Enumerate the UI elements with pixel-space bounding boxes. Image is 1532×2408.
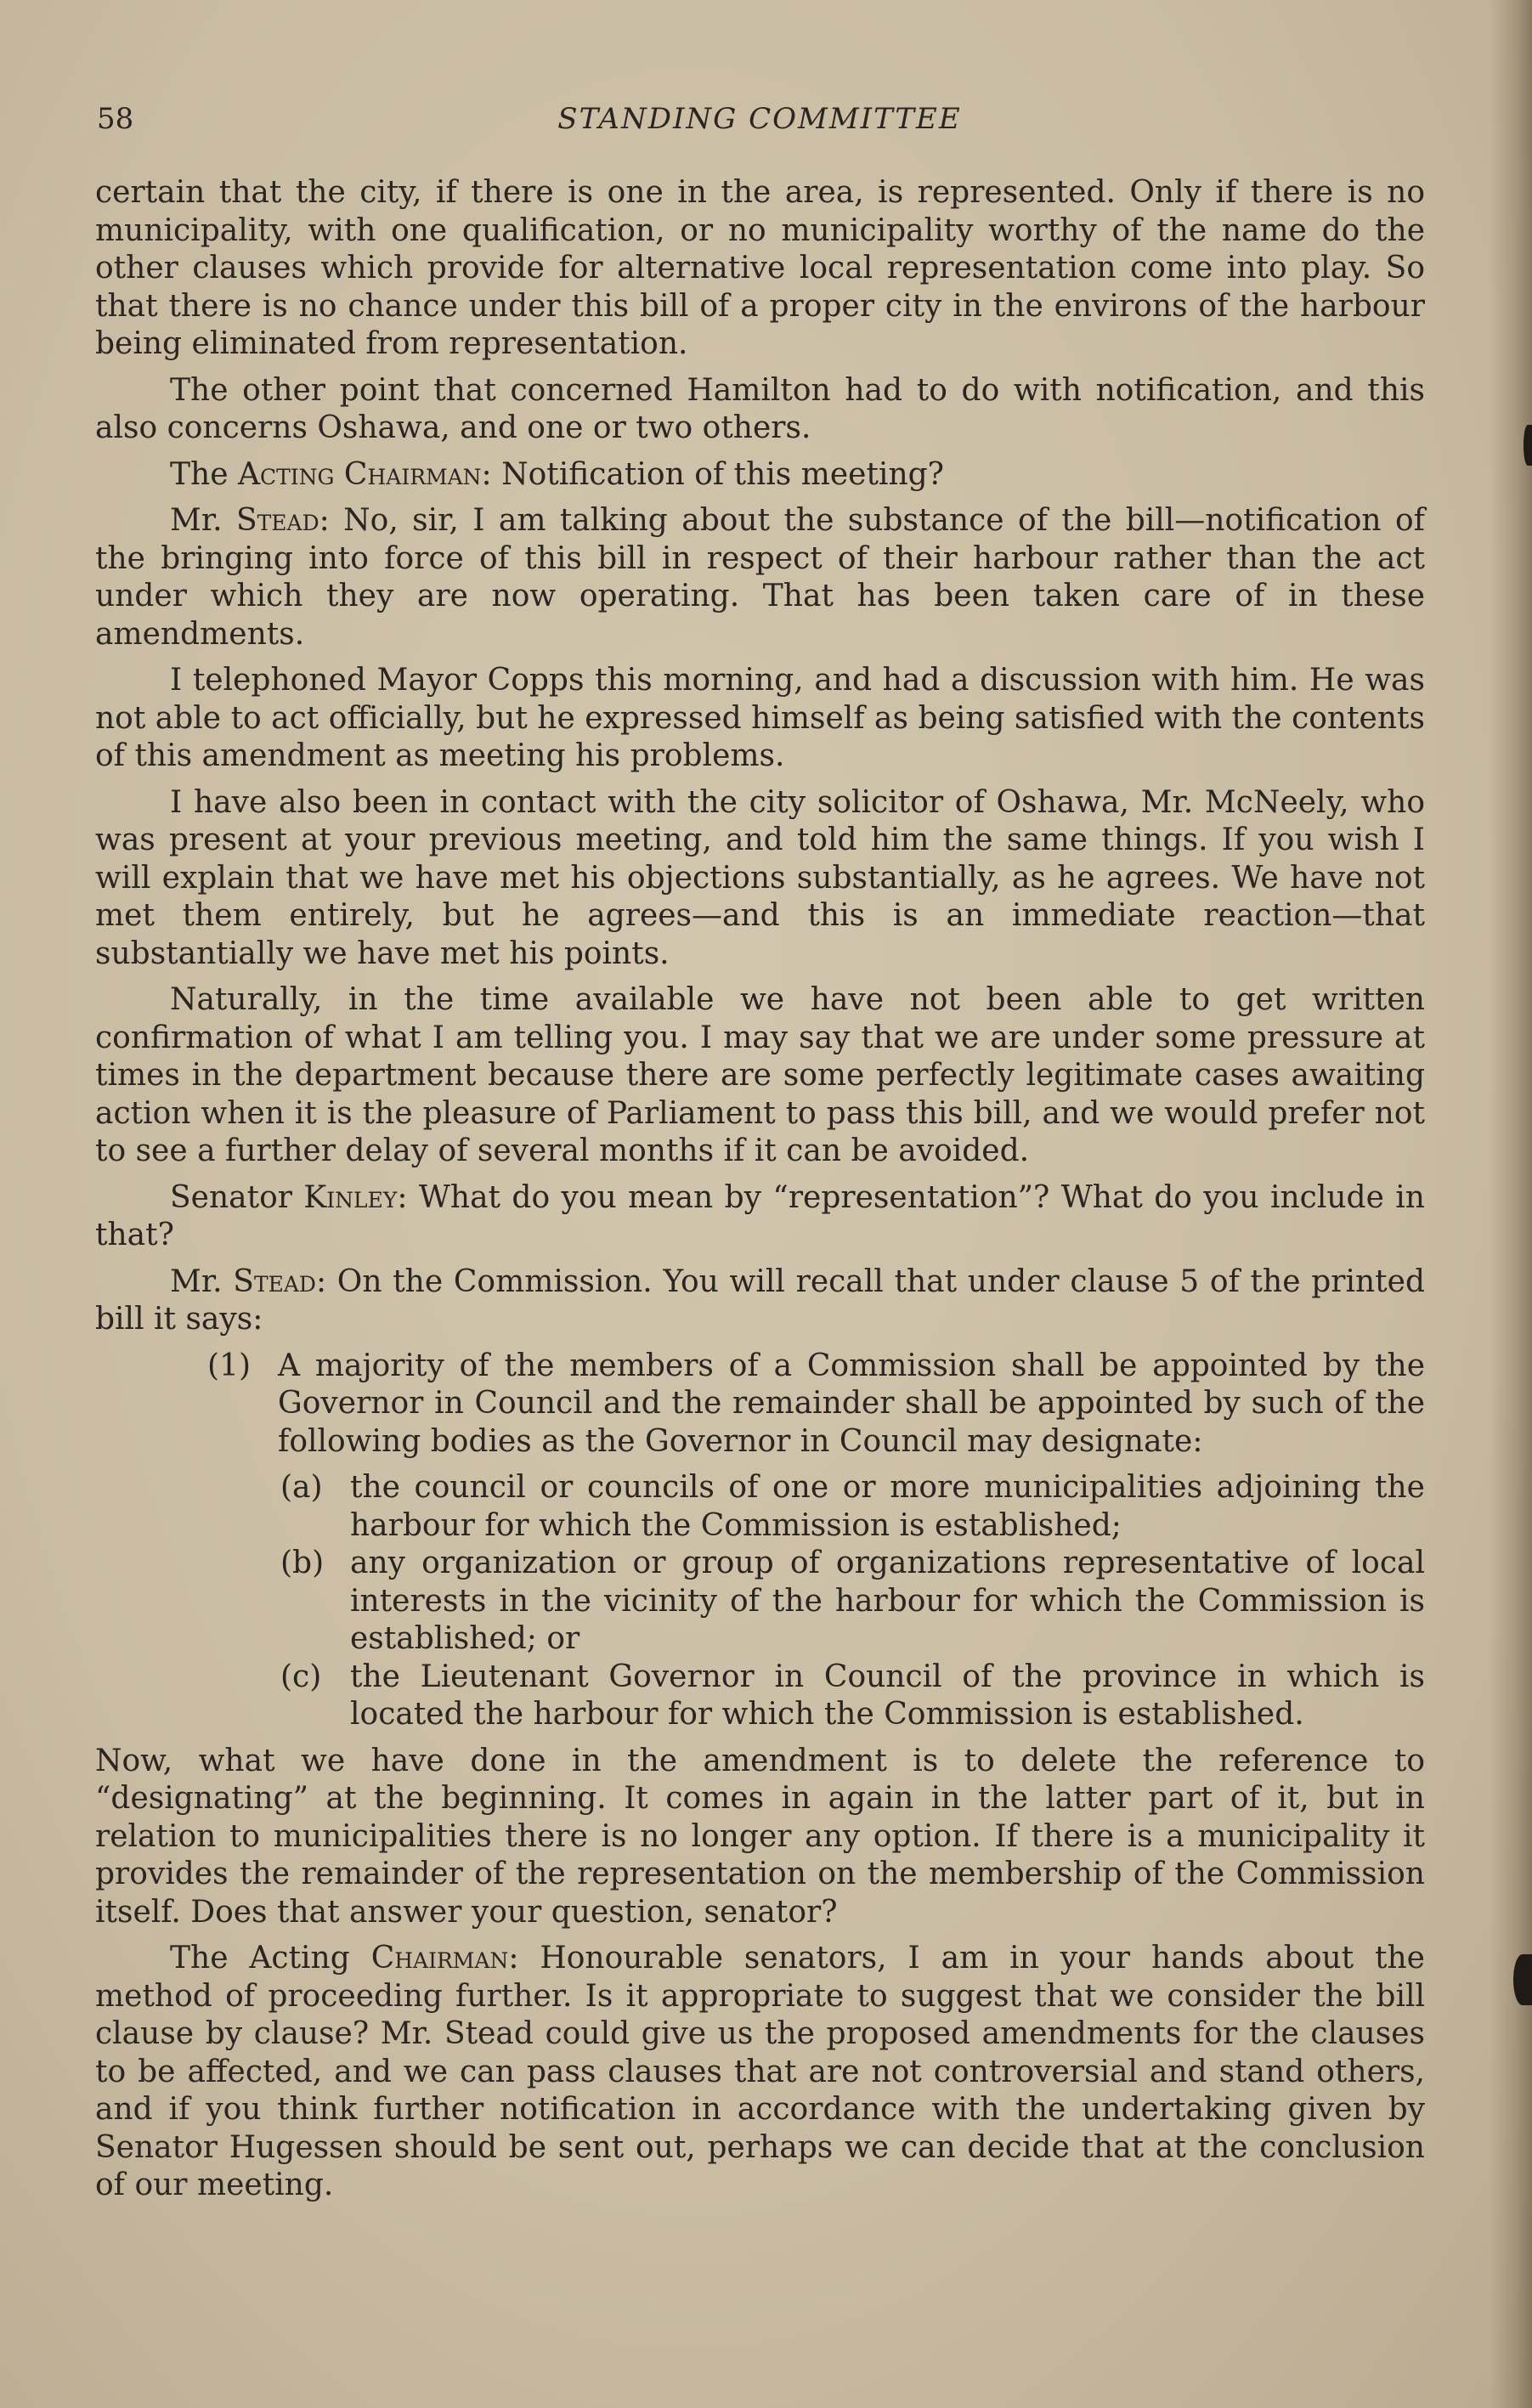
body-text — [95, 174, 1425, 2213]
item-label: (a) — [280, 1470, 323, 1505]
paragraph: Naturally, in the time available we have not been able to get written confirmation of what I am telling you. I may say that we are under some pressure at times in the department because there are some perfectly legitimate cases awaiting action when it is the pleasure of Parliament to pass this bill, and we would prefer not to see a further delay of several months if it can be avoided. — [95, 982, 1425, 1168]
speaker-prefix: Senator — [170, 1179, 304, 1215]
speaker-prefix: The — [170, 456, 238, 492]
clause-text: A majority of the members of a Commission shall be appointed by the Governor in Council and the remainder shall be appointed by such of the following bodies as the Governor in Council may designate: — [278, 1348, 1425, 1459]
clause-subsection — [95, 1348, 1425, 1461]
paragraph: I telephoned Mayor Copps this morning, and had a discussion with him. He was not able to act officially, but he expressed himself as being satisfied with the contents of this amendment as meeting his problems. — [95, 663, 1425, 773]
clause-item — [95, 1545, 1425, 1659]
paragraph: I have also been in contact with the city solicitor of Oshawa, Mr. McNeely, who was present at your previous meeting, and told him the same things. If you wish I will explain that we have met his objections substantially, as he agrees. We have not met them entirely, but he agrees—and this is an immediate reaction—that substantially we have met his points. — [95, 784, 1425, 971]
speech-text: : On the Commission. You will recall that under clause 5 of the printed bill it says: — [95, 1263, 1425, 1337]
speaker-prefix: Mr. — [170, 503, 236, 538]
speaker-prefix: Mr. — [170, 1263, 234, 1299]
page-number: 58 — [97, 102, 134, 136]
speaker-prefix: The Acting — [170, 1941, 371, 1976]
clause-number: (1) — [207, 1348, 251, 1383]
paragraph: Now, what we have done in the amendment is to delete the reference to “designating” at the beginning. It comes in again in the latter part of it, but in relation to municipalities there is no longer any option. If there is a municipality it provides the remainder of the representation on the membership of the Commission itself. Does that answer your question, senator? — [95, 1743, 1425, 1930]
speaker-name: Stead — [233, 1263, 316, 1299]
clause-item — [95, 1659, 1425, 1734]
speaker-name: Chairman — [370, 1941, 509, 1976]
running-head: STANDING COMMITTEE — [557, 102, 962, 136]
speaker-name: Kinley — [303, 1179, 398, 1215]
speaker-name: Stead — [235, 503, 319, 538]
paragraph: The other point that concerned Hamilton had to do with notification, and this also concerns Oshawa, and one or two others. — [95, 372, 1425, 445]
speech-paragraph — [95, 502, 1425, 653]
speech-paragraph — [95, 456, 1425, 495]
speaker-name: Acting Chairman — [237, 456, 482, 492]
paragraph: certain that the city, if there is one in the area, is represented. Only if there is no municipality, with one qualification, or no municipality worthy of the name do the other clauses which provide for alternative local representation come into play. So that there is no chance under this bill of a proper city in the environs of the harbour being eliminated from representation. — [95, 175, 1425, 361]
clause-item — [95, 1469, 1425, 1545]
page-header — [97, 100, 1422, 143]
item-text: the Lieutenant Governor in Council of the province in which is located the harbour for which the Commission is established. — [350, 1659, 1425, 1732]
speech-paragraph — [95, 1179, 1425, 1255]
page-tab-mark — [1513, 1954, 1532, 2005]
speech-paragraph — [95, 1940, 1425, 2205]
item-label: (c) — [280, 1659, 322, 1694]
quoted-clause — [95, 1348, 1425, 1734]
item-text: the council or councils of one or more municipalities adjoining the harbour for which the Commission is established; — [350, 1470, 1425, 1543]
speech-text: : Honourable senators, I am in your hands about the method of proceeding further. Is it appropriate to suggest that we consider the bill clause by clause? Mr. Stead could give us the proposed amendments for the clauses to be affected, and we can pass clauses that are not controversial and stand others, and if you think further notification in accordance with the undertaking given by Senator Hugessen should be sent out, perhaps we can decide that at the conclusion of our meeting. — [95, 1941, 1425, 2202]
page-tab-mark — [1524, 425, 1532, 466]
item-label: (b) — [280, 1546, 325, 1580]
speech-text: : No, sir, I am talking about the substance of the bill—notification of the bringing into force of this bill in respect of their harbour rather than the act under which they are now operating. That has been taken care of in these amendments. — [95, 503, 1425, 652]
page-edge-shadow — [1490, 0, 1532, 2408]
speech-text: : What do you mean by “representation”? What do you include in that? — [95, 1179, 1425, 1252]
item-text: any organization or group of organizations representative of local interests in the vicinity of the harbour for which the Commission is established; or — [350, 1546, 1425, 1656]
speech-paragraph — [95, 1263, 1425, 1339]
speech-text: : Notification of this meeting? — [481, 456, 944, 492]
